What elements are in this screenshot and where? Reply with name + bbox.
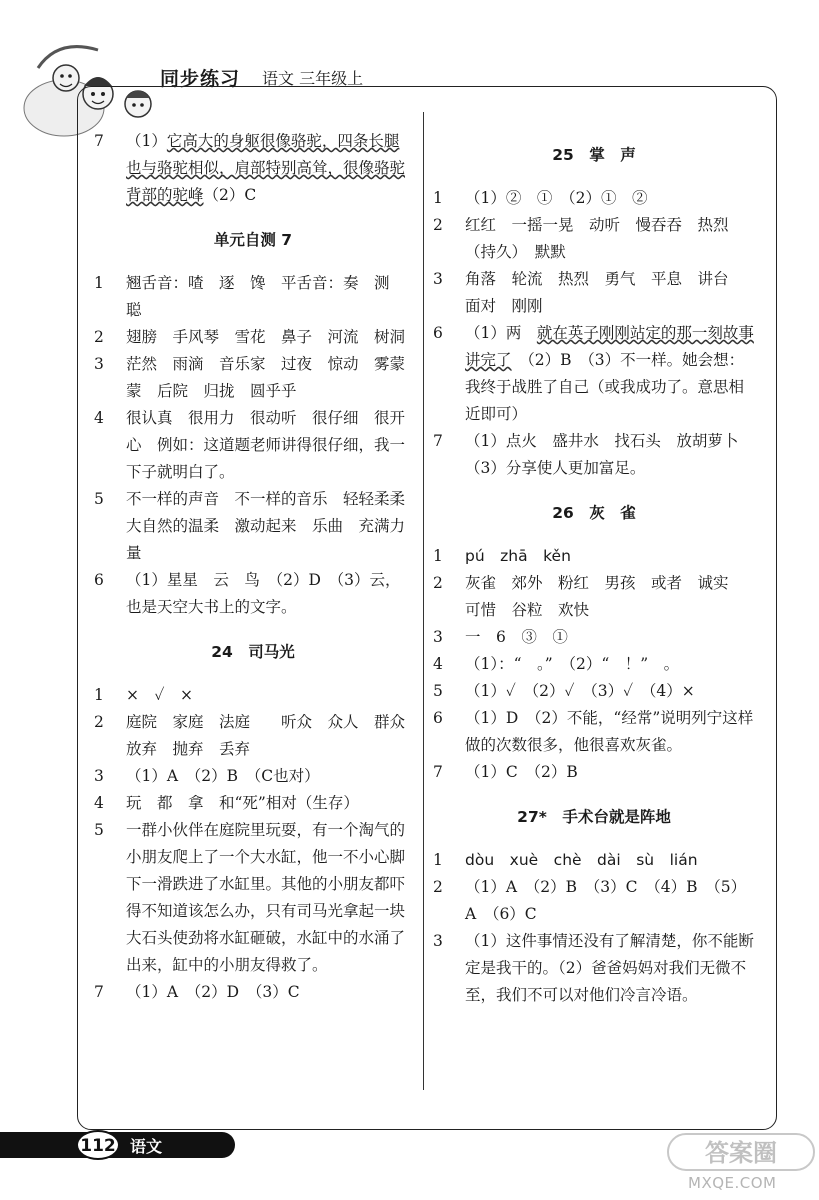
series-brand: 同步练习 [160, 68, 241, 90]
item-text: （1）C （2）B [465, 763, 578, 781]
item-number: 6 [433, 324, 443, 342]
underlined-answer: 就在英子刚刚站定的那一刻故事讲完了 [465, 324, 754, 369]
item-text: （1）这件事情还没有了解清楚，你不能断定是我干的。（2）爸爸妈妈对我们无微不至，我们不可以对他们冷言冷语。 [465, 932, 754, 1004]
answer-item [94, 763, 412, 790]
item-text: 玩 都 拿 和“死”相对（生存） [126, 794, 359, 812]
answer-item [94, 405, 412, 486]
subject-grade: 语文 三年级上 [262, 69, 364, 88]
answer-item [94, 324, 412, 351]
item-text: 灰雀 郊外 粉红 男孩 或者 诚实 可惜 谷粒 欢快 [465, 574, 745, 619]
item-number: 1 [94, 274, 104, 292]
answer-item [94, 351, 412, 405]
item-text: 庭院 家庭 法庭 听众 众人 群众 放弃 抛弃 丢弃 [126, 713, 421, 758]
item-text: （1）✓ （2）✓ （3）✓ （4）× [465, 682, 695, 700]
item-text: × ✓ × [126, 686, 193, 704]
item-text: 茫然 雨滴 音乐家 过夜 惊动 雾蒙蒙 后院 归拢 圆乎乎 [126, 355, 406, 400]
item-number: 2 [94, 713, 104, 731]
item-number: 2 [433, 216, 443, 234]
item-number: 7 [94, 132, 104, 150]
answer-item [94, 486, 421, 567]
item-number: 3 [433, 628, 443, 646]
answer-item [433, 266, 755, 320]
section-title-lesson-25: 25 掌 声 [552, 146, 636, 164]
answer-item [433, 874, 755, 928]
item-number: 5 [94, 821, 104, 839]
item-number: 1 [94, 686, 104, 704]
item-text: （1）D （2）不能，“经常”说明列宁这样做的次数很多，他很喜欢灰雀。 [465, 709, 754, 754]
item-text [465, 320, 755, 428]
answer-item [94, 128, 412, 209]
section-title-lesson-26: 26 灰 雀 [552, 504, 636, 522]
item-number: 2 [94, 328, 104, 346]
item-number: 5 [94, 490, 104, 508]
item-number: 2 [433, 878, 443, 896]
watermark-url: MXQE.COM [688, 1174, 777, 1192]
answer-item [433, 759, 755, 786]
answer-item [433, 428, 755, 482]
item-number: 1 [433, 547, 443, 565]
right-column [433, 128, 755, 1009]
item-number: 4 [94, 794, 104, 812]
item-text: （1）A （2）D （3）C [126, 983, 300, 1001]
watermark-logo-icon [666, 1130, 816, 1174]
item-text: 一 6 ③ ① [465, 628, 568, 646]
answer-item [94, 567, 412, 621]
item-text: 角落 轮流 热烈 勇气 平息 讲台 面对 刚刚 [465, 270, 745, 315]
item-number: 3 [94, 767, 104, 785]
item-text: （1）A （2）B （C也对） [126, 767, 320, 785]
footer-subject-label: 语文 [130, 1137, 163, 1156]
item-number: 7 [94, 983, 104, 1001]
item-text: （1）星星 云 鸟 （2）D （3）云，也是天空大书上的文字。 [126, 571, 401, 616]
item-number: 7 [433, 763, 443, 781]
item-number: 4 [433, 655, 443, 673]
page-footer [0, 1126, 819, 1200]
item-number: 2 [433, 574, 443, 592]
answer-item [433, 705, 755, 759]
item-text: 红红 一摇一晃 动听 慢吞吞 热烈（持久） 默默 [465, 216, 729, 261]
answer-item [94, 682, 412, 709]
answer-item [433, 543, 755, 570]
answer-item [94, 979, 412, 1006]
answer-item [433, 624, 755, 651]
item-text: （1）② ① （2）① ② [465, 189, 648, 207]
answer-item [433, 570, 755, 624]
section-title-unit-test-7: 单元自测 7 [213, 231, 293, 249]
item-number: 3 [433, 932, 443, 950]
section-title-lesson-27: 27* 手术台就是阵地 [517, 808, 671, 826]
item-number: 6 [94, 571, 104, 589]
item-number: 3 [433, 270, 443, 288]
item-text: 翘舌音：喳 逐 馋 平舌音：奏 测 聪 [126, 274, 406, 319]
page-number: 112 [76, 1130, 120, 1160]
item-text: （1）点火 盛井水 找石头 放胡萝卜 （3）分享使人更加富足。 [465, 432, 754, 477]
left-column [94, 128, 421, 1006]
section-title-lesson-24: 24 司马光 [211, 643, 295, 661]
item-part: （1） [126, 132, 167, 150]
item-text: 翅膀 手风琴 雪花 鼻子 河流 树洞 [126, 328, 406, 346]
item-part: （1）两 [465, 324, 537, 342]
answer-item [94, 790, 412, 817]
answer-item [433, 678, 755, 705]
answer-item [94, 817, 412, 979]
item-text [126, 128, 412, 209]
item-number: 6 [433, 709, 443, 727]
answer-item [94, 709, 421, 763]
underlined-answer: 它高大的身躯很像骆驼，四条长腿也与骆驼相似，肩部特别高耸，很像骆驼背部的驼峰 [126, 132, 406, 204]
item-part: （2）C [203, 186, 257, 204]
item-text: 不一样的声音 不一样的音乐 轻轻柔柔 大自然的温柔 激动起来 乐曲 充满力量 [126, 490, 421, 562]
item-number: 4 [94, 409, 104, 427]
answer-item [433, 320, 755, 428]
column-divider [423, 112, 424, 1090]
answer-item [433, 185, 755, 212]
answer-item [433, 212, 755, 266]
item-number: 5 [433, 682, 443, 700]
item-number: 3 [94, 355, 104, 373]
answer-item [433, 928, 755, 1009]
item-number: 7 [433, 432, 443, 450]
answer-item [433, 651, 755, 678]
answer-item [94, 270, 412, 324]
item-part: （2）B （3）不一样。她会想：我终于战胜了自己（或我成功了。意思相近即可） [465, 351, 745, 423]
item-text-pinyin: dòu xuè chè dài sù lián [465, 851, 698, 869]
answer-item [433, 847, 755, 874]
item-number: 1 [433, 189, 443, 207]
item-text: （1）：“ 。” （2）“ ！” 。 [465, 655, 680, 673]
item-text: （1）A （2）B （3）C （4）B （5）A （6）C [465, 878, 747, 923]
svg-text:答案圈: 答案圈 [705, 1139, 777, 1167]
item-text-pinyin: pú zhā kěn [465, 547, 571, 565]
item-number: 1 [433, 851, 443, 869]
item-text: 一群小伙伴在庭院里玩耍，有一个淘气的小朋友爬上了一个大水缸，他一不小心脚下一滑跌进了水缸里。其他的小朋友都吓得不知道该怎么办，只有司马光拿起一块大石头使劲将水缸砸破，水缸中的水涌了出来，缸中的小朋友得救了。 [126, 821, 406, 974]
item-text: 很认真 很用力 很动听 很仔细 很开心 例如：这道题老师讲得很仔细，我一下子就明白了。 [126, 409, 406, 481]
